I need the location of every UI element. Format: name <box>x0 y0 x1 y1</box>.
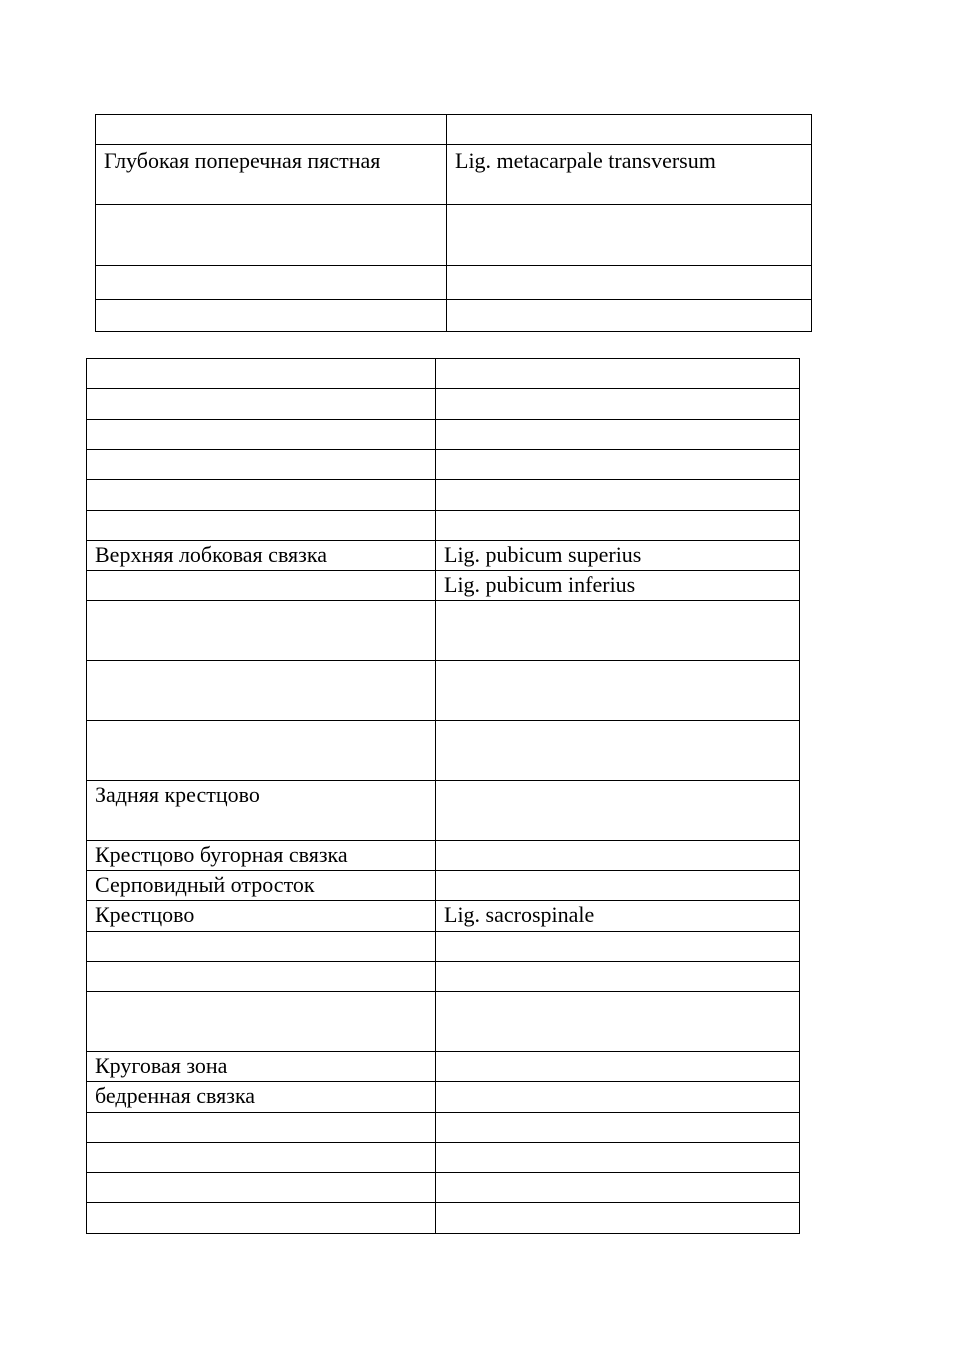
table-cell <box>87 932 436 962</box>
table-cell <box>96 205 447 266</box>
table-row <box>87 450 800 480</box>
table-row <box>87 541 800 571</box>
table-cell <box>436 721 800 781</box>
table-cell <box>436 1143 800 1173</box>
table-cell <box>436 1052 800 1082</box>
table-cell: Серповидный отросток <box>87 871 436 901</box>
table-cell <box>87 1203 436 1234</box>
table-cell <box>87 359 436 389</box>
table-row <box>96 145 812 205</box>
table-cell <box>436 1082 800 1113</box>
table-row <box>87 511 800 541</box>
table-row <box>87 871 800 901</box>
table-cell <box>447 266 812 300</box>
table-row <box>87 962 800 992</box>
table-row <box>96 300 812 332</box>
table-cell <box>436 871 800 901</box>
table-row <box>96 205 812 266</box>
table-cell <box>447 300 812 332</box>
table-cell <box>87 992 436 1052</box>
table-cell <box>436 841 800 871</box>
table-cell <box>436 359 800 389</box>
table-cell <box>87 721 436 781</box>
table-row <box>87 721 800 781</box>
table-row <box>87 389 800 420</box>
table-cell: Lig. metacarpale transversum <box>447 145 812 205</box>
table-cell <box>87 450 436 480</box>
table-cell: Lig. sacrospinale <box>436 901 800 932</box>
table-cell <box>436 962 800 992</box>
table-cell <box>96 115 447 145</box>
table-cell <box>87 420 436 450</box>
table-cell: Lig. pubicum inferius <box>436 571 800 601</box>
table-cell <box>436 389 800 420</box>
table-cell <box>87 511 436 541</box>
table-cell <box>436 1203 800 1234</box>
table-row <box>87 781 800 841</box>
table-cell <box>87 480 436 511</box>
table-row <box>87 841 800 871</box>
table-row <box>87 1203 800 1234</box>
table-cell <box>436 1173 800 1203</box>
table-cell <box>87 1143 436 1173</box>
table-cell: Верхняя лобковая связка <box>87 541 436 571</box>
table-cell <box>436 450 800 480</box>
table-row <box>87 601 800 661</box>
table-row <box>87 359 800 389</box>
table-cell <box>436 661 800 721</box>
table-cell <box>436 511 800 541</box>
table-row <box>87 661 800 721</box>
ligament-table-1 <box>95 114 812 332</box>
table-row <box>87 1082 800 1113</box>
table-row <box>96 115 812 145</box>
table-row <box>87 1113 800 1143</box>
table-cell <box>87 389 436 420</box>
table-cell: Круговая зона <box>87 1052 436 1082</box>
table-cell <box>436 992 800 1052</box>
table-cell: Lig. pubicum superius <box>436 541 800 571</box>
table-cell <box>436 601 800 661</box>
table-row <box>96 266 812 300</box>
table-cell <box>436 781 800 841</box>
table-row <box>87 420 800 450</box>
table-cell <box>87 661 436 721</box>
table-cell <box>436 932 800 962</box>
table-cell <box>96 266 447 300</box>
table-row <box>87 932 800 962</box>
table-row <box>87 1143 800 1173</box>
table-cell <box>87 1113 436 1143</box>
table-row <box>87 571 800 601</box>
table-cell <box>436 480 800 511</box>
table-cell: Крестцово бугорная связка <box>87 841 436 871</box>
table-cell: Глубокая поперечная пястная <box>96 145 447 205</box>
table-cell: Крестцово <box>87 901 436 932</box>
table-cell <box>447 205 812 266</box>
table-row <box>87 992 800 1052</box>
table-row <box>87 1173 800 1203</box>
table-cell <box>96 300 447 332</box>
table-cell <box>436 420 800 450</box>
table-row <box>87 901 800 932</box>
ligament-table-2 <box>86 358 800 1234</box>
table-cell <box>436 1113 800 1143</box>
table-row <box>87 480 800 511</box>
table-cell: Задняя крестцово <box>87 781 436 841</box>
table-cell <box>87 1173 436 1203</box>
table-cell <box>87 601 436 661</box>
table-cell <box>87 962 436 992</box>
table-cell <box>87 571 436 601</box>
table-cell <box>447 115 812 145</box>
table-row <box>87 1052 800 1082</box>
table-cell: бедренная связка <box>87 1082 436 1113</box>
